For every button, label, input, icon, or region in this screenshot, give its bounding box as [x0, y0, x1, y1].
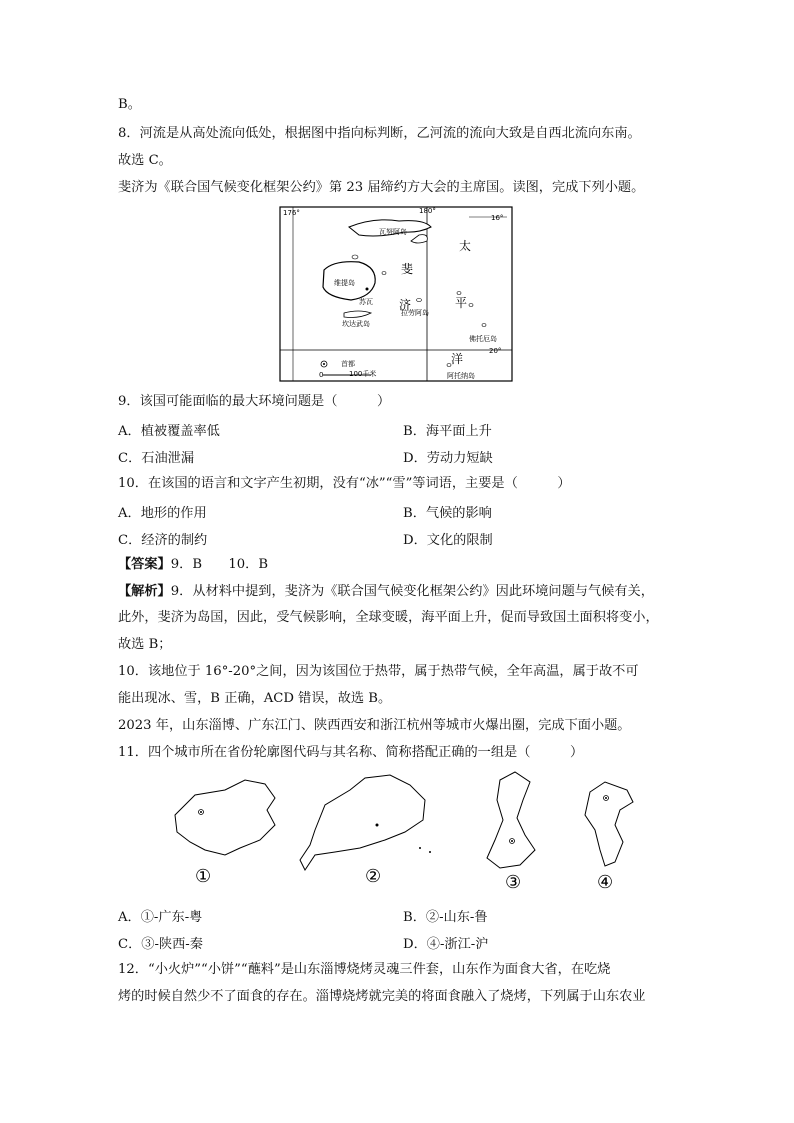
option-b: B．海平面上升	[403, 424, 492, 439]
map-char: 洋	[451, 352, 464, 366]
option-d: D．文化的限制	[403, 533, 493, 548]
analysis-text: 9．从材料中提到，斐济为《联合国气候变化框架公约》因此环境问题与气候有关，	[170, 584, 654, 599]
analysis-tag: 【解析】	[118, 584, 171, 599]
text-line: 能出现冰、雪，B 正确，ACD 错误，故选 B。	[118, 691, 392, 706]
map-char: 太	[459, 239, 472, 253]
option-a: A．植被覆盖率低	[118, 424, 220, 439]
shape-number: ③	[505, 872, 522, 893]
lat-top-label: 16°	[491, 214, 504, 222]
option-c: C．③-陕西-秦	[118, 937, 203, 952]
legend-capital-label: 首都	[341, 360, 355, 368]
analysis-line	[118, 582, 654, 602]
island-label: 拉劳阿岛	[401, 309, 429, 317]
fiji-map	[279, 205, 514, 383]
text-line: 故选 C。	[118, 153, 172, 168]
map-char: 平	[455, 296, 468, 310]
island-label: 坎达武岛	[342, 320, 370, 328]
map-char: 济	[399, 298, 412, 312]
answer-line	[118, 555, 268, 575]
question-10: 10．在该国的语言和文字产生初期，没有“冰”“雪”等词语，主要是（ ）	[118, 476, 571, 491]
answer-text: 9．B 10．B	[170, 557, 269, 572]
island-label: 佛托厄岛	[469, 335, 497, 343]
lon-mid-label: 180°	[419, 207, 436, 215]
option-a: A．地形的作用	[118, 506, 207, 521]
island-label: 阿托纳岛	[447, 372, 475, 380]
shape-number: ④	[597, 872, 614, 893]
text-line: 2023 年，山东淄博、广东江门、陕西西安和浙江杭州等城市火爆出圈，完成下面小题。	[118, 718, 631, 733]
island-label: 瓦努阿岛	[379, 228, 407, 236]
option-b: B．气候的影响	[403, 506, 492, 521]
option-a: A．①-广东-粤	[118, 910, 203, 925]
lat-bottom-label: 20°	[489, 347, 502, 355]
city-label: 苏瓦	[359, 298, 373, 306]
question-11: 11．四个城市所在省份轮廓图代码与其名称、简称搭配正确的一组是（ ）	[118, 745, 584, 760]
option-d: D．劳动力短缺	[403, 451, 493, 466]
shape-number: ②	[365, 866, 382, 887]
shape-number: ①	[195, 866, 212, 887]
text-line: 此外，斐济为岛国，因此，受气候影响，全球变暖，海平面上升，促而导致国土面积将变小，	[118, 610, 659, 625]
text-line: B。	[118, 97, 141, 112]
province-outlines	[165, 770, 645, 895]
text-line: 8．河流是从高处流向低处，根据图中指向标判断，乙河流的流向大致是自西北流向东南。	[118, 126, 641, 141]
question-12: 12．“小火炉”“小饼”“蘸料”是山东淄博烧烤灵魂三件套，山东作为面食大省，在吃烧	[118, 962, 611, 977]
scale-label: 100千米	[349, 370, 377, 378]
island-label: 维提岛	[334, 279, 355, 287]
question-9: 9．该国可能面临的最大环境问题是（ ）	[118, 394, 391, 409]
text-line: 10．该地位于 16°-20°之间，因为该国位于热带，属于热带气候，全年高温，属于故不可	[118, 664, 639, 679]
option-c: C．石油泄漏	[118, 451, 195, 466]
text-line: 斐济为《联合国气候变化框架公约》第 23 届缔约方大会的主席国。读图，完成下列小题。	[118, 180, 645, 195]
text-line: 故选 B；	[118, 637, 172, 652]
text-line: 烤的时候自然少不了面食的存在。淄博烧烤就完美的将面食融入了烧烤，下列属于山东农业	[118, 989, 646, 1004]
option-c: C．经济的制约	[118, 533, 208, 548]
option-b: B．②-山东-鲁	[403, 910, 488, 925]
answer-tag: 【答案】	[118, 557, 171, 572]
option-d: D．④-浙江-沪	[403, 937, 489, 952]
map-char: 斐	[401, 262, 414, 276]
lon-left-label: 176°	[283, 209, 300, 217]
scale-zero-label: 0	[319, 371, 324, 379]
